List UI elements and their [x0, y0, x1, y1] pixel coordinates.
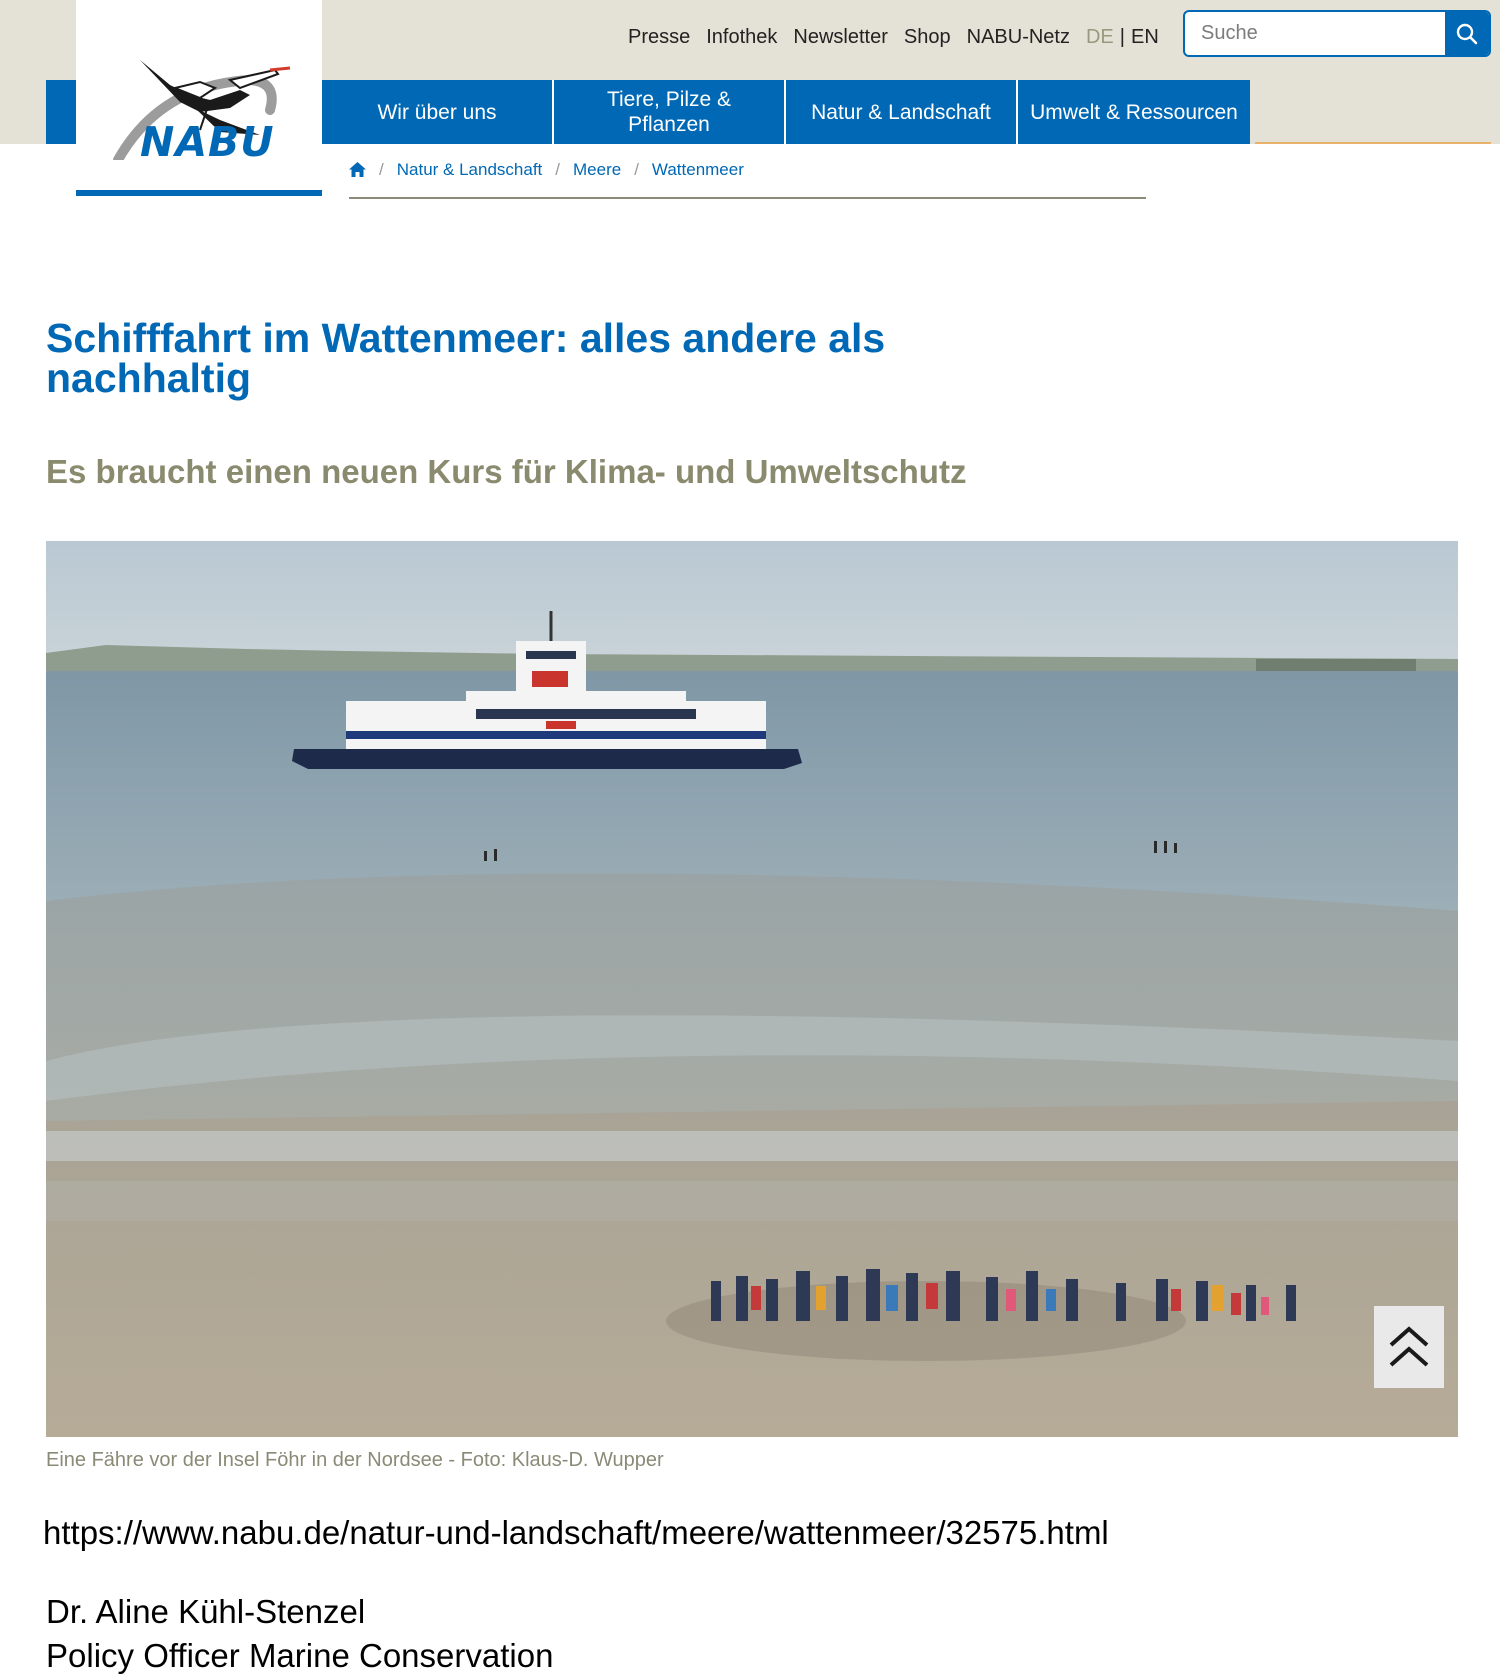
search-button[interactable] — [1445, 12, 1489, 55]
search-input[interactable] — [1185, 12, 1447, 55]
nav-bar-left-cap — [46, 80, 76, 144]
breadcrumb — [349, 160, 1146, 199]
author-block — [46, 1590, 553, 1678]
search-icon — [1456, 23, 1478, 45]
lang-en-link[interactable]: EN — [1130, 25, 1159, 48]
hero-image-ferry-wadden-sea — [46, 541, 1458, 1437]
author-name: Dr. Aline Kühl-Stenzel — [46, 1593, 366, 1630]
logo-underline — [76, 190, 322, 196]
main-nav-tiere-pilze-pflanzen[interactable]: Tiere, Pilze & Pflanzen — [554, 80, 786, 144]
lang-de-link[interactable]: DE — [1085, 25, 1114, 48]
breadcrumb-wattenmeer[interactable]: Wattenmeer — [651, 160, 744, 179]
meta-nav-presse[interactable]: Presse — [628, 25, 691, 48]
page-subtitle: Es braucht einen neuen Kurs für Klima- und Umweltschutz — [46, 453, 967, 490]
meta-nav-newsletter[interactable]: Newsletter — [793, 25, 888, 48]
double-chevron-up-icon — [1387, 1323, 1431, 1371]
meta-nav — [628, 22, 1159, 52]
source-url: https://www.nabu.de/natur-und-landschaft/meere/wattenmeer/32575.html — [43, 1514, 1109, 1551]
breadcrumb-separator: / — [634, 160, 639, 179]
breadcrumb-home[interactable] — [349, 162, 366, 182]
breadcrumb-meere[interactable]: Meere — [573, 160, 622, 179]
scroll-to-top-button[interactable] — [1374, 1306, 1444, 1388]
page-title: Schifffahrt im Wattenmeer: alles andere als nachhaltig — [46, 315, 886, 401]
meta-nav-shop[interactable]: Shop — [903, 25, 951, 48]
meta-nav-infothek[interactable]: Infothek — [706, 25, 778, 48]
breadcrumb-natur-landschaft[interactable]: Natur & Landschaft — [396, 160, 543, 179]
header-accent-line — [1255, 142, 1491, 144]
main-nav-umwelt-ressourcen[interactable]: Umwelt & Ressourcen — [1018, 80, 1250, 144]
main-nav — [322, 80, 1250, 144]
meta-nav-nabu-netz[interactable]: NABU-Netz — [966, 25, 1070, 48]
breadcrumb-separator: / — [555, 160, 560, 179]
image-caption: Eine Fähre vor der Insel Föhr in der Nordsee - Foto: Klaus-D. Wupper — [46, 1449, 664, 1471]
main-nav-wir-ueber-uns[interactable]: Wir über uns — [322, 80, 554, 144]
search-box — [1183, 10, 1491, 57]
logo-wordmark: NABU — [140, 118, 275, 166]
breadcrumb-separator: / — [379, 160, 384, 179]
main-nav-natur-landschaft[interactable]: Natur & Landschaft — [786, 80, 1018, 144]
lang-separator: | — [1119, 25, 1125, 48]
home-icon — [349, 162, 366, 177]
author-role: Policy Officer Marine Conservation — [46, 1637, 554, 1674]
